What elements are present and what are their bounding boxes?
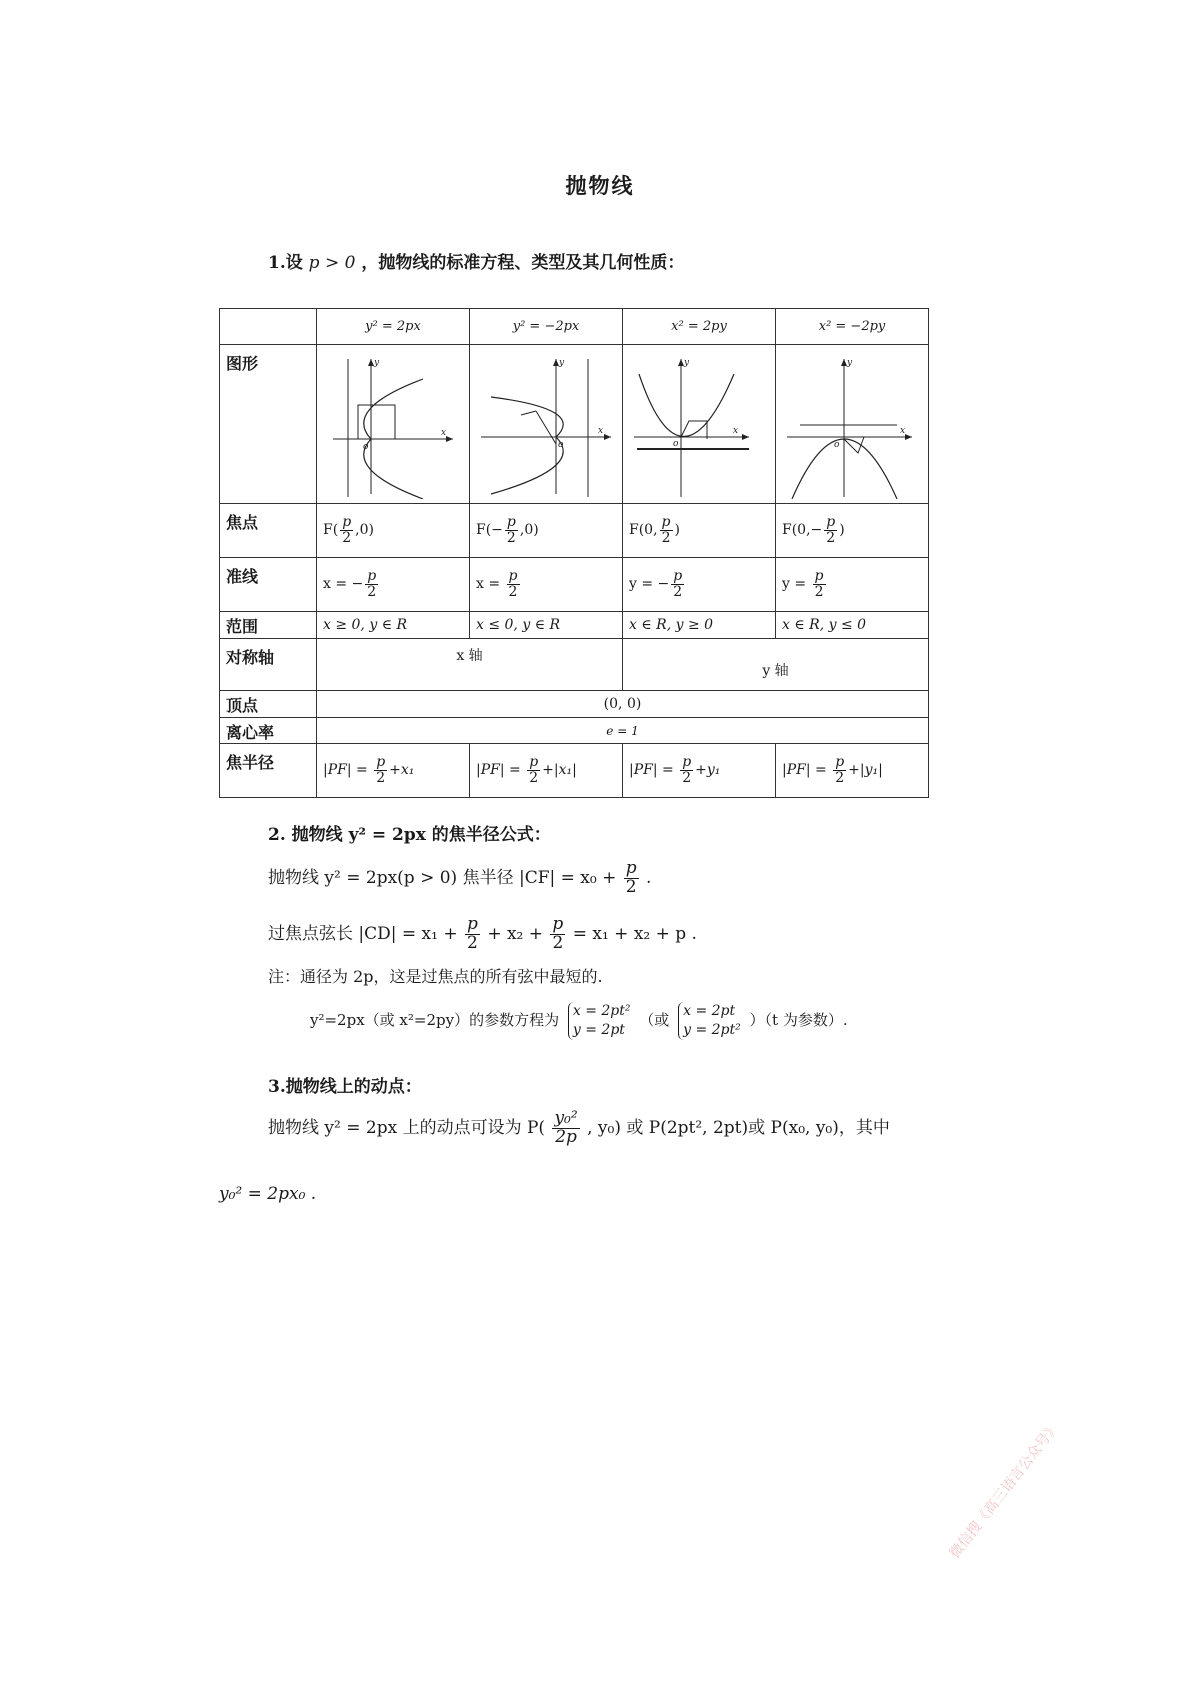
radius-cell-3: |PF| = $\frac{p}{2}$ +y₁ <box>623 744 776 798</box>
graph-cell-1 <box>317 345 470 504</box>
row-label-range: 范围 <box>220 612 317 639</box>
svg-text:x: x <box>733 426 739 436</box>
properties-table <box>219 308 929 798</box>
focus-cell-1: F( $\frac{p}{2}$ ,0) <box>317 504 470 558</box>
table-row-axis <box>220 639 929 691</box>
section2-heading: 2. 抛物线 y² = 2px 的焦半径公式： <box>268 825 551 845</box>
vertex-cell: (0, 0) <box>317 691 929 718</box>
row-label-vertex: 顶点 <box>220 691 317 718</box>
graph-cell-2 <box>470 345 623 504</box>
range-cell-3: x ∈ R, y ≥ 0 <box>623 612 776 639</box>
section3-line: 抛物线 y² = 2px 上的动点可设为 P( $\frac{\text{y₀²}}{2p}$ , y₀) 或 P(2pt², 2pt)或 P(x₀, y₀)，其中 <box>268 1108 890 1147</box>
axis-cell-x: x 轴 <box>317 639 623 691</box>
table-row-header <box>220 309 929 345</box>
section1-heading-suffix: ，抛物线的标准方程、类型及其几何性质： <box>361 253 685 273</box>
section1-heading-cond: p > 0 <box>308 253 356 273</box>
frac-p-over-2-b: $\frac{p}{2}$ <box>552 914 564 953</box>
table-row-radius <box>220 744 929 798</box>
directrix-cell-2: x = $\frac{p}{2}$ <box>470 558 623 612</box>
row-label-graph: 图形 <box>220 345 317 504</box>
table-row-focus <box>220 504 929 558</box>
axis-cell-y: y 轴 <box>623 639 929 691</box>
ecc-cell: e = 1 <box>317 718 929 744</box>
column-header-4: x² = −2py <box>776 309 929 345</box>
table-row-range <box>220 612 929 639</box>
row-label-focus: 焦点 <box>220 504 317 558</box>
page-title: 抛物线 <box>565 173 635 198</box>
svg-text:x: x <box>598 426 604 436</box>
focus-cell-4: F(0,− $\frac{p}{2}$ ) <box>776 504 929 558</box>
range-cell-2: x ≤ 0, y ∈ R <box>470 612 623 639</box>
frac-p-over-2-a: $\frac{p}{2}$ <box>467 914 478 953</box>
graph-up-opening <box>629 349 769 499</box>
graph-down-opening <box>782 349 922 499</box>
table-row-directrix <box>220 558 929 612</box>
section1-heading-prefix: 1.设 <box>268 253 303 273</box>
svg-text:x: x <box>441 428 447 438</box>
radius-cell-4: |PF| = $\frac{p}{2}$ +|y₁| <box>776 744 929 798</box>
section1-heading <box>268 248 684 273</box>
directrix-cell-3: y = − $\frac{p}{2}$ <box>623 558 776 612</box>
column-header-2: y² = −2px <box>470 309 623 345</box>
param-system-1: x = 2pt² y = 2pt <box>568 1002 631 1040</box>
svg-text:o: o <box>673 439 679 449</box>
section2-parametric: y²=2px（或 x²=2py）的参数方程为 x = 2pt² y = 2pt （或 x = 2pt y = 2pt² ）（t 为参数）. <box>310 1003 848 1038</box>
row-label-radius: 焦半径 <box>220 744 317 798</box>
radius-cell-2: |PF| = $\frac{p}{2}$ +|x₁| <box>470 744 623 798</box>
table-corner-cell <box>220 309 317 345</box>
param-system-2: x = 2pt y = 2pt² <box>678 1002 741 1040</box>
row-label-directrix: 准线 <box>220 558 317 612</box>
section2-line-focal-radius: 抛物线 y² = 2px(p > 0) 焦半径 |CF| = x₀ + $\frac{p}{2}$ . <box>268 858 652 897</box>
svg-text:y: y <box>374 358 380 368</box>
range-cell-4: x ∈ R, y ≤ 0 <box>776 612 929 639</box>
column-header-1: y² = 2px <box>317 309 470 345</box>
frac-y0sq-over-2p: $\frac{\text{y₀²}}{2p}$ <box>554 1108 578 1147</box>
table-row-vertex <box>220 691 929 718</box>
graph-right-opening <box>323 349 463 499</box>
row-label-axis: 对称轴 <box>220 639 317 691</box>
watermark: 微信搜《高三语言公众号》 <box>946 1419 1063 1562</box>
range-cell-1: x ≥ 0, y ∈ R <box>317 612 470 639</box>
row-label-ecc: 离心率 <box>220 718 317 744</box>
graph-cell-4 <box>776 345 929 504</box>
table-row-ecc <box>220 718 929 744</box>
focus-cell-2: F(− $\frac{p}{2}$ ,0) <box>470 504 623 558</box>
svg-text:y: y <box>559 358 565 368</box>
focus-cell-3: F(0, $\frac{p}{2}$ ) <box>623 504 776 558</box>
svg-text:x: x <box>900 426 906 436</box>
section3-heading: 3.抛物线上的动点： <box>268 1077 422 1097</box>
section3-line2: y₀² = 2px₀ . <box>219 1184 317 1204</box>
graph-cell-3 <box>623 345 776 504</box>
directrix-cell-4: y = $\frac{p}{2}$ <box>776 558 929 612</box>
column-header-3: x² = 2py <box>623 309 776 345</box>
table-row-graph <box>220 345 929 504</box>
svg-text:o: o <box>363 442 369 452</box>
directrix-cell-1: x = − $\frac{p}{2}$ <box>317 558 470 612</box>
svg-text:o: o <box>834 440 840 450</box>
section2-note: 注：通径为 2p，这是过焦点的所有弦中最短的. <box>268 967 603 986</box>
svg-text:y: y <box>684 358 690 368</box>
svg-text:y: y <box>847 358 853 368</box>
section2-line-chord: 过焦点弦长 |CD| = x₁ + $\frac{p}{2}$ + x₂ + $\frac{p}{2}$ = x₁ + x₂ + p . <box>268 914 697 953</box>
svg-text:o: o <box>558 440 564 450</box>
graph-left-opening <box>476 349 616 499</box>
radius-cell-1: |PF| = $\frac{p}{2}$ +x₁ <box>317 744 470 798</box>
frac-p-over-2: $\frac{p}{2}$ <box>625 858 637 897</box>
